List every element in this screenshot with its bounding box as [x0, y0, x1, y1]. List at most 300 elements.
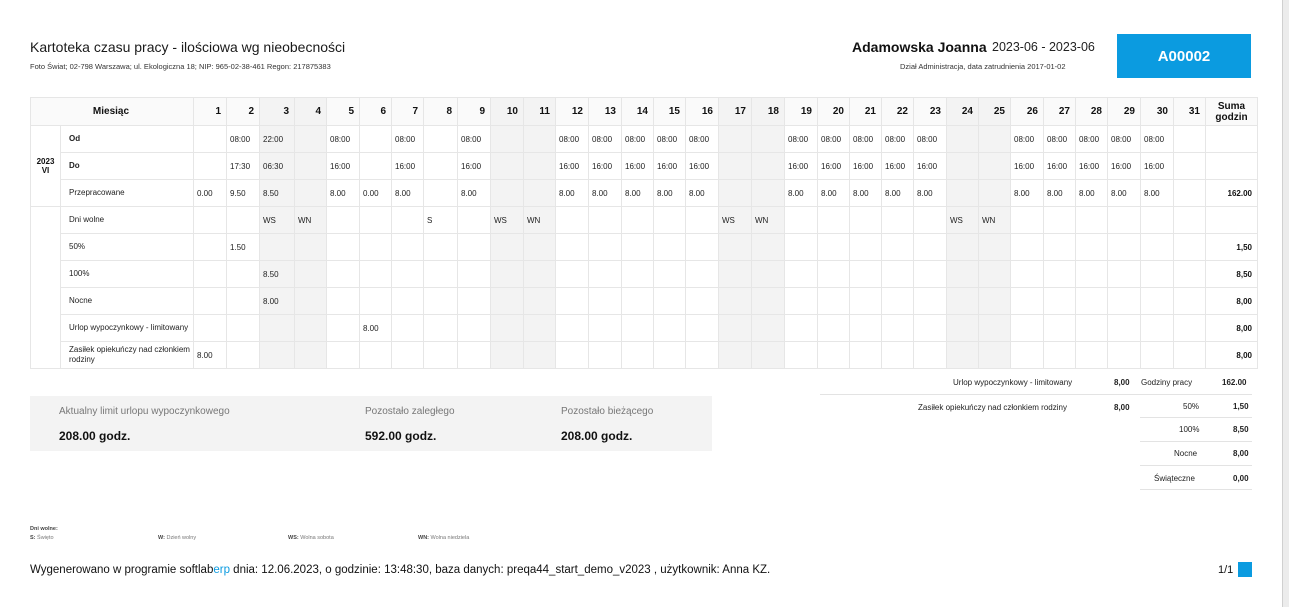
page-marker: [1238, 562, 1252, 577]
divider: [1140, 417, 1252, 418]
day-cell: [556, 342, 589, 369]
day-cell: 0.00: [194, 180, 227, 207]
day-cell: [914, 288, 947, 315]
day-cell: [752, 126, 785, 153]
day-cell: [295, 342, 327, 369]
day-cell: [818, 234, 850, 261]
day-cell: [392, 315, 424, 342]
day-cell: 08:00: [882, 126, 914, 153]
day-cell: [424, 153, 458, 180]
day-header: 27: [1044, 98, 1076, 126]
day-cell: WS: [719, 207, 752, 234]
day-cell: 8.00: [327, 180, 360, 207]
day-cell: 08:00: [785, 126, 818, 153]
company-info: Foto Świat; 02-798 Warszawa; ul. Ekologiczna 18; NIP: 965-02-38-461 Regon: 217875383: [30, 62, 331, 71]
day-cell: [491, 180, 524, 207]
day-cell: [424, 288, 458, 315]
time-grid: [30, 97, 1258, 369]
day-cell: 16:00: [818, 153, 850, 180]
day-cell: [295, 315, 327, 342]
day-cell: [914, 261, 947, 288]
day-cell: 16:00: [882, 153, 914, 180]
day-cell: [194, 234, 227, 261]
day-cell: [392, 342, 424, 369]
day-header: 14: [622, 98, 654, 126]
day-header: 28: [1076, 98, 1108, 126]
day-cell: 8.00: [622, 180, 654, 207]
day-cell: [947, 234, 979, 261]
page-number: 1/1: [1218, 564, 1234, 576]
day-cell: [1108, 288, 1141, 315]
day-cell: [589, 234, 622, 261]
day-cell: 0.00: [360, 180, 392, 207]
day-cell: [589, 261, 622, 288]
day-header: 25: [979, 98, 1011, 126]
day-cell: [654, 207, 686, 234]
day-cell: [914, 315, 947, 342]
legend-text: Wolna sobota: [300, 535, 334, 541]
day-cell: [979, 315, 1011, 342]
row-sum: 8,00: [1206, 288, 1258, 315]
day-cell: [947, 126, 979, 153]
day-cell: [654, 315, 686, 342]
employee-code-badge: A00002: [1117, 34, 1251, 78]
day-cell: [818, 315, 850, 342]
day-cell: 22:00: [260, 126, 295, 153]
day-cell: [979, 261, 1011, 288]
day-cell: [295, 288, 327, 315]
day-cell: [260, 342, 295, 369]
day-cell: [979, 234, 1011, 261]
row-sum: [1206, 207, 1258, 234]
legend-free-saturday: [288, 535, 334, 541]
day-cell: [882, 315, 914, 342]
day-cell: [785, 207, 818, 234]
day-cell: 8.00: [914, 180, 947, 207]
day-cell: [458, 261, 491, 288]
day-cell: [752, 234, 785, 261]
day-cell: [622, 288, 654, 315]
day-header: 30: [1141, 98, 1174, 126]
absence-2-label: Zasiłek opiekuńczy nad członkiem rodziny: [918, 403, 1067, 412]
day-cell: [622, 234, 654, 261]
day-cell: [524, 288, 556, 315]
day-cell: WS: [260, 207, 295, 234]
summary-divider: [820, 394, 1140, 395]
day-cell: [818, 342, 850, 369]
day-cell: [719, 261, 752, 288]
day-cell: [1174, 234, 1206, 261]
day-cell: [589, 342, 622, 369]
day-cell: [654, 234, 686, 261]
day-cell: [882, 261, 914, 288]
day-cell: [360, 234, 392, 261]
day-cell: 16:00: [589, 153, 622, 180]
day-cell: [1141, 261, 1174, 288]
sum-header-line: godzin: [1215, 111, 1248, 123]
day-cell: [850, 234, 882, 261]
day-cell: [295, 126, 327, 153]
day-cell: [719, 315, 752, 342]
day-cell: 08:00: [227, 126, 260, 153]
day-header: 21: [850, 98, 882, 126]
day-cell: 17:30: [227, 153, 260, 180]
day-cell: [360, 153, 392, 180]
day-cell: 8.00: [556, 180, 589, 207]
day-cell: [424, 315, 458, 342]
day-cell: [686, 342, 719, 369]
day-header: 20: [818, 98, 850, 126]
day-cell: [1044, 288, 1076, 315]
day-header: 10: [491, 98, 524, 126]
day-cell: [1076, 234, 1108, 261]
day-header: 31: [1174, 98, 1206, 126]
day-cell: [295, 153, 327, 180]
legend-code: WS:: [288, 535, 299, 541]
day-cell: [1174, 342, 1206, 369]
day-cell: 08:00: [458, 126, 491, 153]
day-cell: [914, 342, 947, 369]
day-cell: [327, 207, 360, 234]
day-cell: 8.00: [785, 180, 818, 207]
day-header: 5: [327, 98, 360, 126]
day-cell: 16:00: [1141, 153, 1174, 180]
day-cell: WN: [524, 207, 556, 234]
day-cell: [914, 207, 947, 234]
day-cell: 8.00: [194, 342, 227, 369]
day-cell: [424, 126, 458, 153]
row-label: Przepracowane: [61, 180, 194, 207]
day-header: 23: [914, 98, 947, 126]
day-cell: 08:00: [850, 126, 882, 153]
day-cell: 16:00: [1044, 153, 1076, 180]
leave-limits-panel: [30, 396, 712, 451]
row-sum: 162.00: [1206, 180, 1258, 207]
row-label: Od: [61, 126, 194, 153]
day-cell: [752, 315, 785, 342]
day-cell: [979, 342, 1011, 369]
day-cell: [1141, 288, 1174, 315]
day-cell: [458, 315, 491, 342]
day-cell: [524, 342, 556, 369]
day-cell: [1044, 261, 1076, 288]
row-sum: 8,00: [1206, 342, 1258, 369]
day-cell: 16:00: [392, 153, 424, 180]
day-cell: [424, 180, 458, 207]
day-cell: [1174, 153, 1206, 180]
work-hours-value: 162.00: [1222, 378, 1247, 387]
day-cell: [1108, 207, 1141, 234]
day-cell: 8.00: [360, 315, 392, 342]
day-cell: [589, 288, 622, 315]
day-cell: [589, 315, 622, 342]
grid-body: [31, 126, 1258, 369]
legend-holiday: [30, 535, 54, 541]
day-cell: [719, 153, 752, 180]
day-header: 8: [424, 98, 458, 126]
employee-name: Adamowska Joanna: [852, 39, 987, 55]
day-cell: [227, 342, 260, 369]
day-header: 7: [392, 98, 424, 126]
row-label: Nocne: [61, 288, 194, 315]
day-cell: [914, 234, 947, 261]
day-cell: 8.00: [1011, 180, 1044, 207]
day-cell: [1174, 261, 1206, 288]
grid-row: [31, 234, 1258, 261]
day-cell: 16:00: [686, 153, 719, 180]
day-cell: [785, 315, 818, 342]
day-header: 26: [1011, 98, 1044, 126]
day-cell: 16:00: [1076, 153, 1108, 180]
day-cell: [1141, 342, 1174, 369]
legend-code: W:: [158, 535, 165, 541]
row-label: 100%: [61, 261, 194, 288]
month-header: Miesiąc: [31, 98, 194, 126]
day-cell: [947, 288, 979, 315]
day-header: 1: [194, 98, 227, 126]
day-cell: 1.50: [227, 234, 260, 261]
day-cell: [491, 261, 524, 288]
day-header: 11: [524, 98, 556, 126]
day-cell: [194, 315, 227, 342]
absence-1-label: Urlop wypoczynkowy - limitowany: [953, 378, 1073, 387]
day-cell: [1011, 207, 1044, 234]
overdue-value: 592.00 godz.: [365, 429, 437, 443]
day-cell: [1108, 234, 1141, 261]
day-cell: [589, 207, 622, 234]
day-cell: 16:00: [1011, 153, 1044, 180]
day-header: 16: [686, 98, 719, 126]
day-cell: [360, 261, 392, 288]
day-cell: 8.00: [392, 180, 424, 207]
day-header: 13: [589, 98, 622, 126]
day-cell: [458, 342, 491, 369]
day-cell: [424, 234, 458, 261]
day-cell: 08:00: [914, 126, 947, 153]
day-cell: [818, 288, 850, 315]
absence-1-value: 8,00: [1114, 378, 1130, 387]
day-cell: [1011, 261, 1044, 288]
day-header: 4: [295, 98, 327, 126]
day-cell: [458, 288, 491, 315]
footer-erp: erp: [213, 564, 230, 576]
day-cell: 08:00: [556, 126, 589, 153]
day-cell: [1011, 342, 1044, 369]
day-cell: [491, 234, 524, 261]
day-cell: [850, 261, 882, 288]
legend-text: Wolna niedziela: [430, 535, 470, 541]
day-cell: [1174, 315, 1206, 342]
day-cell: [979, 126, 1011, 153]
grid-row: [31, 180, 1258, 207]
day-cell: [424, 261, 458, 288]
year-label: 2023: [36, 157, 55, 166]
day-cell: 8.00: [260, 288, 295, 315]
day-header: 6: [360, 98, 392, 126]
day-cell: [360, 288, 392, 315]
day-cell: 08:00: [1141, 126, 1174, 153]
day-cell: WN: [979, 207, 1011, 234]
day-cell: [392, 261, 424, 288]
footer-prefix: Wygenerowano w programie softlab: [30, 564, 214, 576]
day-cell: [947, 342, 979, 369]
day-cell: [752, 153, 785, 180]
day-cell: [719, 180, 752, 207]
footer-suffix: dnia: 12.06.2023, o godzinie: 13:48:30, baza danych: preqa44_start_demo_v2023 , użytkownik: Anna KZ.: [229, 564, 771, 576]
grid-row: [31, 315, 1258, 342]
day-cell: [752, 288, 785, 315]
day-cell: [1174, 207, 1206, 234]
ot100-value: 8,50: [1233, 425, 1249, 434]
divider: [1140, 489, 1252, 490]
day-cell: [360, 342, 392, 369]
day-cell: 16:00: [458, 153, 491, 180]
day-cell: [556, 234, 589, 261]
day-cell: [491, 126, 524, 153]
day-cell: [360, 126, 392, 153]
day-cell: [491, 153, 524, 180]
absence-2-value: 8,00: [1114, 403, 1130, 412]
day-cell: [556, 207, 589, 234]
day-cell: [752, 342, 785, 369]
day-cell: WN: [752, 207, 785, 234]
day-cell: [752, 261, 785, 288]
day-cell: 8.00: [1076, 180, 1108, 207]
day-cell: [654, 261, 686, 288]
day-cell: [227, 288, 260, 315]
day-cell: [524, 126, 556, 153]
day-cell: [1174, 126, 1206, 153]
day-cell: 08:00: [327, 126, 360, 153]
day-cell: [785, 261, 818, 288]
day-cell: [1141, 234, 1174, 261]
day-cell: [194, 126, 227, 153]
day-cell: [260, 234, 295, 261]
day-cell: [686, 234, 719, 261]
day-header: 2: [227, 98, 260, 126]
day-cell: [327, 288, 360, 315]
row-label: 50%: [61, 234, 194, 261]
day-cell: [556, 288, 589, 315]
day-cell: 8.00: [882, 180, 914, 207]
day-cell: 08:00: [622, 126, 654, 153]
month-label: VI: [41, 166, 50, 175]
row-label: Do: [61, 153, 194, 180]
day-cell: 16:00: [556, 153, 589, 180]
day-cell: [686, 261, 719, 288]
legend-title: Dni wolne:: [30, 526, 58, 532]
day-cell: [1108, 342, 1141, 369]
day-cell: 16:00: [850, 153, 882, 180]
day-cell: [1076, 261, 1108, 288]
divider: [1140, 465, 1252, 466]
day-cell: [295, 261, 327, 288]
day-cell: [1174, 288, 1206, 315]
day-header: 12: [556, 98, 589, 126]
day-cell: 16:00: [1108, 153, 1141, 180]
ot50-value: 1,50: [1233, 402, 1249, 411]
day-cell: [882, 342, 914, 369]
present-value: 208.00 godz.: [561, 429, 633, 443]
generated-info: [30, 564, 770, 576]
day-cell: 08:00: [589, 126, 622, 153]
day-cell: [882, 234, 914, 261]
day-cell: [882, 207, 914, 234]
day-header: 3: [260, 98, 295, 126]
day-cell: [491, 288, 524, 315]
work-hours-label: Godziny pracy: [1141, 378, 1193, 387]
day-cell: 06:30: [260, 153, 295, 180]
day-cell: 08:00: [654, 126, 686, 153]
day-cell: 16:00: [327, 153, 360, 180]
day-cell: [1141, 315, 1174, 342]
day-cell: [327, 342, 360, 369]
day-cell: 8.00: [686, 180, 719, 207]
grid-row: [31, 126, 1258, 153]
day-cell: [1076, 207, 1108, 234]
legend-code: S:: [30, 535, 36, 541]
ot50-label: 50%: [1183, 402, 1200, 411]
day-cell: 8.00: [1108, 180, 1141, 207]
current-limit-value: 208.00 godz.: [59, 429, 131, 443]
legend-text: Święto: [37, 535, 54, 541]
grid-row: [31, 261, 1258, 288]
day-cell: [719, 234, 752, 261]
day-cell: [260, 315, 295, 342]
overdue-label: Pozostało zaległego: [365, 406, 455, 417]
day-cell: [719, 288, 752, 315]
day-cell: [818, 207, 850, 234]
day-cell: [227, 315, 260, 342]
day-header: 24: [947, 98, 979, 126]
department-info: Dział Administracja, data zatrudnienia 2017-01-02: [900, 62, 1066, 71]
day-cell: 08:00: [1011, 126, 1044, 153]
day-cell: [194, 288, 227, 315]
divider: [1140, 441, 1252, 442]
day-cell: [1141, 207, 1174, 234]
day-cell: 08:00: [686, 126, 719, 153]
day-cell: [524, 234, 556, 261]
day-cell: [524, 180, 556, 207]
day-cell: [295, 234, 327, 261]
holiday-label: Świąteczne: [1154, 474, 1195, 483]
legend-text: Dzień wolny: [166, 535, 197, 541]
day-cell: 08:00: [1076, 126, 1108, 153]
day-cell: [1011, 288, 1044, 315]
legend-code: WN:: [418, 535, 429, 541]
row-sum: 8,50: [1206, 261, 1258, 288]
night-value: 8,00: [1233, 449, 1249, 458]
day-cell: [327, 261, 360, 288]
day-cell: [850, 288, 882, 315]
year-month-cell: [31, 126, 61, 207]
row-sum: [1206, 153, 1258, 180]
row-label: Urlop wypoczynkowy - limitowany: [61, 315, 194, 342]
row-label: Zasiłek opiekuńczy nad członkiem rodziny: [61, 342, 194, 369]
day-cell: [947, 153, 979, 180]
row-label: Dni wolne: [61, 207, 194, 234]
day-cell: 16:00: [785, 153, 818, 180]
day-cell: 8.00: [589, 180, 622, 207]
day-cell: WS: [947, 207, 979, 234]
day-cell: [850, 342, 882, 369]
day-cell: [327, 234, 360, 261]
day-cell: [524, 315, 556, 342]
sum-header-line: Suma: [1217, 100, 1246, 112]
day-cell: [295, 180, 327, 207]
day-cell: [194, 207, 227, 234]
ot100-label: 100%: [1179, 425, 1200, 434]
